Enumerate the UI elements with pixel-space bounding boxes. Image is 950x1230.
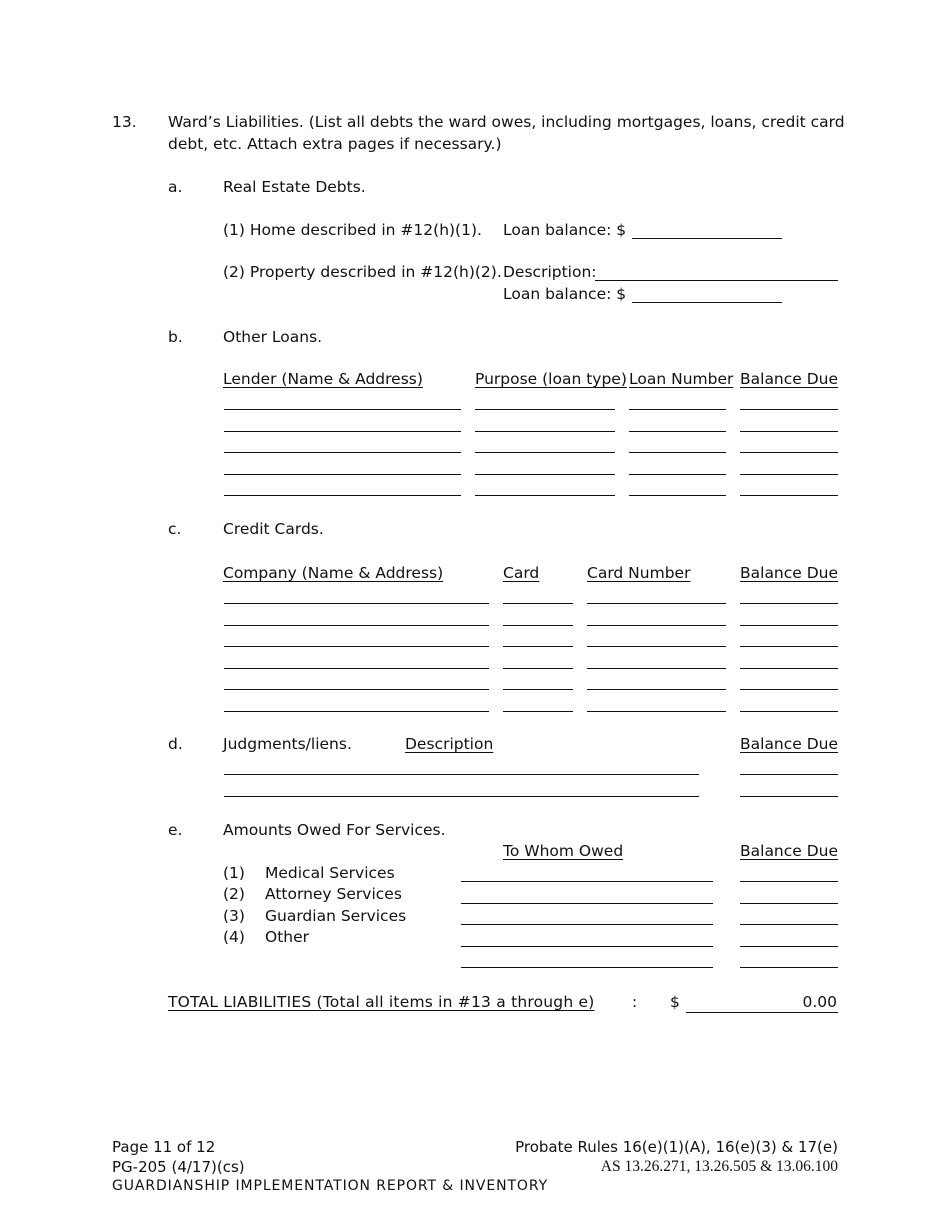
footer-statutes: AS 13.26.271, 13.26.505 & 13.06.100 [600,1158,838,1175]
other-loan-loan-number-field[interactable] [629,389,726,409]
credit-card-card-field[interactable] [503,648,573,668]
home-loan-label: Loan balance: $ [503,221,627,239]
credit-card-company-field[interactable] [224,583,489,603]
cards-header-company: Company (Name & Address) [223,564,444,582]
property-label: (2) Property described in #12(h)(2). [223,263,502,281]
cards-header-card-number: Card Number [587,564,691,582]
credit-card-company-field[interactable] [224,691,489,711]
service-to-whom-owed-field[interactable] [461,861,713,881]
other-loan-balance-due-field[interactable] [740,454,838,474]
cards-header-card: Card [503,564,540,582]
section-number: 13. [112,113,137,131]
total-currency: $ [670,993,680,1011]
judgments-header-balance-due: Balance Due [740,735,839,753]
credit-card-card-field[interactable] [503,691,573,711]
services-header-to-whom-owed: To Whom Owed [503,842,624,860]
credit-card-card-number-field[interactable] [587,605,726,625]
loans-header-loan-number: Loan Number [629,370,734,388]
service-balance-due-field[interactable] [740,904,838,924]
credit-card-card-number-field[interactable] [587,648,726,668]
item-e-letter: e. [168,821,183,839]
credit-card-card-field[interactable] [503,605,573,625]
other-loan-purpose-field[interactable] [475,475,615,495]
credit-card-balance-due-field[interactable] [740,691,838,711]
home-label: (1) Home described in #12(h)(1). [223,221,482,239]
footer-probate-rules: Probate Rules 16(e)(1)(A), 16(e)(3) & 17(e) [515,1138,838,1156]
property-description-field[interactable] [595,260,838,280]
footer-form-title: GUARDIANSHIP IMPLEMENTATION REPORT & INVENTORY [112,1178,549,1194]
other-loan-balance-due-field[interactable] [740,411,838,431]
credit-card-card-number-field[interactable] [587,583,726,603]
section-title-line1: Ward’s Liabilities. (List all debts the ward owes, including mortgages, loans, credit card [168,113,845,131]
other-loan-loan-number-field[interactable] [629,432,726,452]
credit-card-company-field[interactable] [224,626,489,646]
item-a-letter: a. [168,178,183,196]
services-header-balance-due: Balance Due [740,842,839,860]
other-loan-loan-number-field[interactable] [629,454,726,474]
service-balance-due-field[interactable] [740,947,838,967]
service-to-whom-owed-field[interactable] [461,904,713,924]
credit-card-card-field[interactable] [503,669,573,689]
service-balance-due-field[interactable] [740,926,838,946]
home-loan-balance-field[interactable] [632,218,782,238]
item-b-letter: b. [168,328,183,346]
footer-page-number: Page 11 of 12 [112,1138,216,1156]
other-loan-loan-number-field[interactable] [629,411,726,431]
credit-card-card-number-field[interactable] [587,669,726,689]
item-b-title: Other Loans. [223,328,323,346]
other-loan-lender-field[interactable] [224,454,461,474]
other-loan-balance-due-field[interactable] [740,475,838,495]
judgment-description-field[interactable] [224,754,699,774]
cards-header-balance-due: Balance Due [740,564,839,582]
footer-form-number: PG-205 (4/17)(cs) [112,1158,245,1176]
other-loan-lender-field[interactable] [224,411,461,431]
service-to-whom-owed-field[interactable] [461,947,713,967]
credit-card-balance-due-field[interactable] [740,648,838,668]
loans-header-balance-due: Balance Due [740,370,839,388]
item-d-letter: d. [168,735,183,753]
other-loan-lender-field[interactable] [224,389,461,409]
credit-card-company-field[interactable] [224,605,489,625]
credit-card-card-number-field[interactable] [587,626,726,646]
credit-card-balance-due-field[interactable] [740,626,838,646]
other-loan-purpose-field[interactable] [475,432,615,452]
service-label-guardian: Guardian Services [265,907,407,925]
other-loan-balance-due-field[interactable] [740,432,838,452]
item-e-title: Amounts Owed For Services. [223,821,446,839]
item-d-title: Judgments/liens. [223,735,352,753]
credit-card-card-field[interactable] [503,583,573,603]
property-loan-label: Loan balance: $ [503,285,627,303]
other-loan-purpose-field[interactable] [475,411,615,431]
total-colon: : [632,993,638,1011]
credit-card-card-field[interactable] [503,626,573,646]
loans-header-lender: Lender (Name & Address) [223,370,423,388]
item-c-title: Credit Cards. [223,520,324,538]
other-loan-loan-number-field[interactable] [629,475,726,495]
service-balance-due-field[interactable] [740,883,838,903]
service-to-whom-owed-field[interactable] [461,883,713,903]
credit-card-balance-due-field[interactable] [740,669,838,689]
service-number: (1) [223,864,245,882]
other-loan-lender-field[interactable] [224,432,461,452]
item-a-title: Real Estate Debts. [223,178,366,196]
total-liabilities-label: TOTAL LIABILITIES (Total all items in #13 a through e) [168,993,595,1011]
service-number: (4) [223,928,245,946]
service-to-whom-owed-field[interactable] [461,926,713,946]
service-number: (3) [223,907,245,925]
section-title-line2: debt, etc. Attach extra pages if necessary.) [168,135,502,153]
other-loan-lender-field[interactable] [224,475,461,495]
credit-card-balance-due-field[interactable] [740,605,838,625]
service-label-medical: Medical Services [265,864,395,882]
other-loan-purpose-field[interactable] [475,454,615,474]
property-description-label: Description: [503,263,597,281]
credit-card-company-field[interactable] [224,669,489,689]
service-label-other: Other [265,928,310,946]
service-number: (2) [223,885,245,903]
judgment-description-field[interactable] [224,776,699,796]
judgment-balance-due-field[interactable] [740,776,838,796]
item-c-letter: c. [168,520,182,538]
property-loan-balance-field[interactable] [632,282,782,302]
credit-card-balance-due-field[interactable] [740,583,838,603]
other-loan-purpose-field[interactable] [475,389,615,409]
credit-card-company-field[interactable] [224,648,489,668]
judgments-header-description: Description [405,735,494,753]
credit-card-card-number-field[interactable] [587,691,726,711]
judgment-balance-due-field[interactable] [740,754,838,774]
service-label-attorney: Attorney Services [265,885,402,903]
service-balance-due-field[interactable] [740,861,838,881]
total-liabilities-value[interactable]: 0.00 [802,993,837,1011]
other-loan-balance-due-field[interactable] [740,389,838,409]
loans-header-purpose: Purpose (loan type) [475,370,627,388]
